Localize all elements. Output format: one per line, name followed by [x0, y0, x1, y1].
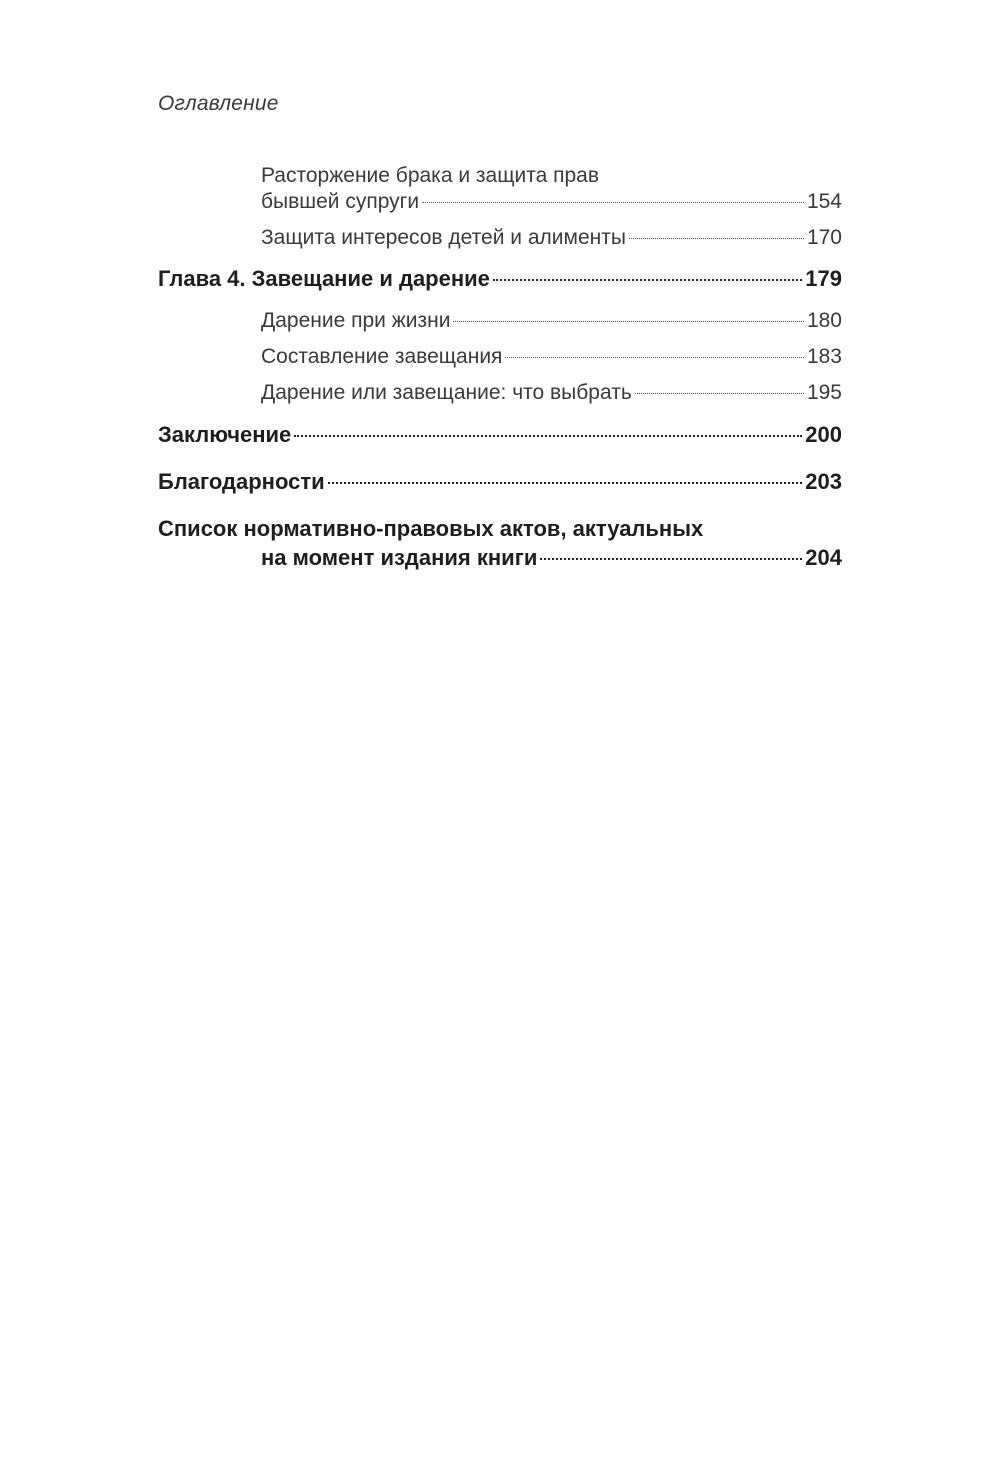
- dot-leader: [635, 393, 804, 394]
- toc-entry-title: Составление завещания: [261, 345, 503, 368]
- toc-chapter-title-line-1: Список нормативно-правовых актов, актуальных: [158, 516, 704, 541]
- toc-page-number: 180: [806, 309, 842, 332]
- toc-entry[interactable]: [158, 308, 842, 334]
- toc-entry-title: Дарение при жизни: [261, 309, 451, 332]
- dot-leader: [505, 357, 804, 358]
- toc-entry-title: Защита интересов детей и алименты: [261, 226, 626, 249]
- toc-chapter-title: Благодарности: [158, 469, 325, 494]
- running-head: Оглавление: [158, 92, 279, 115]
- dot-leader: [493, 279, 802, 281]
- dot-leader: [422, 202, 804, 203]
- toc-entry[interactable]: [158, 163, 842, 215]
- toc-chapter-entry[interactable]: [158, 515, 842, 573]
- toc-page-number: 179: [805, 266, 842, 291]
- dot-leader: [328, 482, 803, 484]
- toc-page-number: 183: [806, 345, 842, 368]
- toc-page-number: 170: [806, 226, 842, 249]
- toc-chapter-entry[interactable]: [158, 421, 842, 449]
- dot-leader: [629, 238, 804, 239]
- toc-page-number: 154: [806, 190, 842, 213]
- toc-page-number: 203: [805, 469, 842, 494]
- toc-page-number: 195: [806, 381, 842, 404]
- toc-entry[interactable]: [158, 344, 842, 370]
- toc-chapter-title: Глава 4. Завещание и дарение: [158, 266, 490, 291]
- toc-page-number: 200: [805, 422, 842, 447]
- toc-chapter-entry[interactable]: [158, 265, 842, 293]
- toc-chapter-entry[interactable]: [158, 468, 842, 496]
- toc-entry[interactable]: [158, 380, 842, 406]
- toc-entry[interactable]: [158, 225, 842, 251]
- table-of-contents: [158, 163, 842, 573]
- dot-leader: [453, 321, 804, 322]
- dot-leader: [540, 558, 802, 560]
- toc-chapter-title: на момент издания книги: [261, 545, 538, 570]
- toc-page-number: 204: [805, 545, 842, 570]
- toc-entry-title: бывшей супруги: [261, 190, 420, 213]
- toc-chapter-title: Заключение: [158, 422, 292, 447]
- toc-entry-title: Дарение или завещание: что выбрать: [261, 381, 632, 404]
- dot-leader: [294, 435, 802, 437]
- toc-entry-title-line-1: Расторжение брака и защита прав: [261, 164, 600, 187]
